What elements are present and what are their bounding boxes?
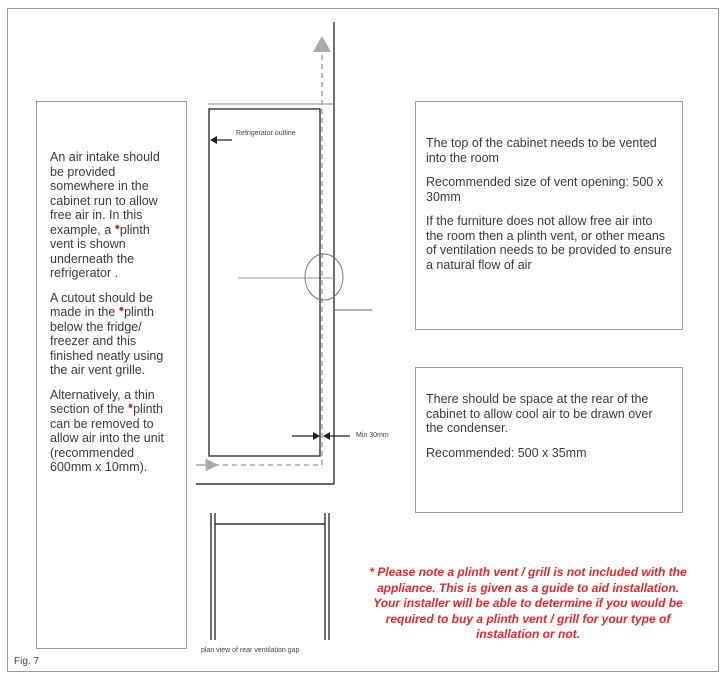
gap-arrow-left-icon: [313, 432, 320, 440]
min-gap-label: Min 30mm: [356, 432, 389, 439]
top-vent-info-box: [415, 101, 683, 330]
refrigerator-outline: [209, 109, 320, 456]
refrigerator-outline-label: Refrigerator outline: [236, 130, 296, 137]
rear-space-recommended-paragraph: Recommended: 500 x 35mm: [426, 445, 587, 460]
plinth-marker-icon: •: [118, 301, 125, 318]
airflow-outlet-arrow-icon: [313, 36, 331, 52]
gap-arrow-right-icon: [323, 432, 330, 440]
plinth-marker-icon: •: [114, 218, 120, 236]
vent-size-paragraph: Recommended size of vent opening: 500 x 30mm: [426, 175, 663, 204]
plan-view-caption: plan view of rear ventilation gap: [201, 647, 300, 654]
top-vent-paragraph: The top of the cabinet needs to be vented into the room: [426, 136, 657, 165]
figure-label: Fig. 7: [14, 656, 40, 667]
rear-space-paragraph: There should be space at the rear of the cabinet to allow cool air to be drawn over the condenser.: [426, 392, 653, 435]
rear-space-info-box: [415, 367, 683, 513]
plinth-vent-paragraph: If the furniture does not allow free air into the room then a plinth vent, or other means of ventilation needs to be provided to ensure a natural flow of air: [426, 214, 673, 272]
air-intake-info-box: [36, 101, 187, 649]
alternative-paragraph: Alternatively, a thin section of the •plinth can be removed to allow air into the unit (recommended 600mm x 10mm).: [50, 387, 164, 474]
airflow-path-dashed: [214, 52, 322, 465]
plinth-marker-icon: •: [127, 398, 134, 415]
cutout-paragraph: A cutout should be made in the •plinth below the fridge/ freezer and this finished neatly using the air vent grille.: [50, 290, 164, 377]
air-intake-paragraph: An air intake should be provided somewhere in the cabinet run to allow free air in. In this example, a •plinth vent is shown underneath the refrigerator .: [50, 150, 160, 280]
outline-pointer-arrow-icon: [210, 136, 217, 144]
installation-disclaimer-note: * Please note a plinth vent / grill is not included with the appliance. This is given as a guide to aid installation. Your installer will be able to determine if you would be required to buy a plinth vent / grill for your type of installation or not.: [369, 565, 687, 641]
gap-highlight-ellipse: [305, 254, 343, 300]
